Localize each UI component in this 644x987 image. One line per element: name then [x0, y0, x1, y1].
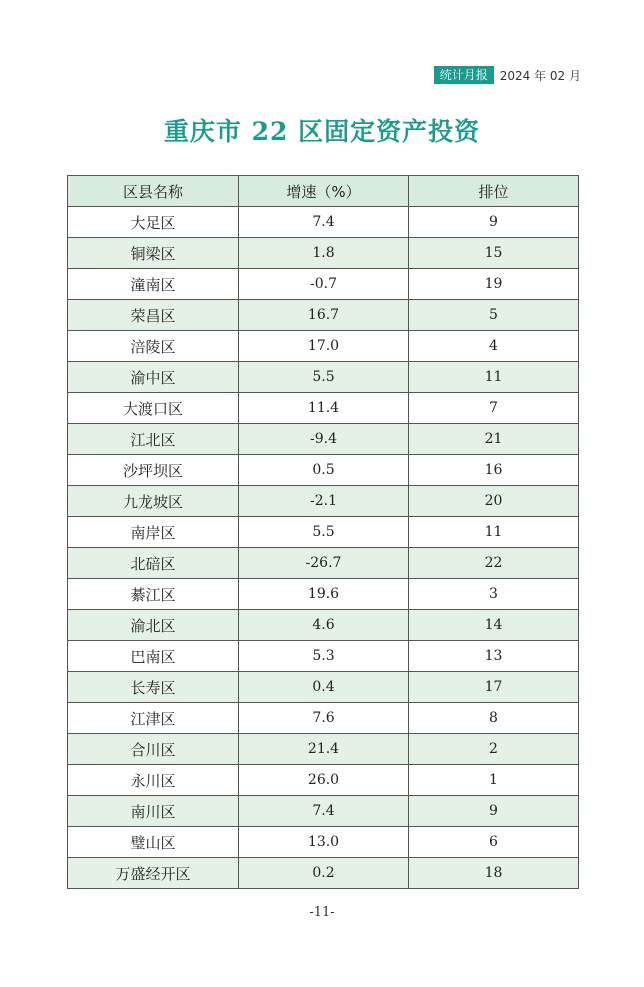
- report-header: [434, 66, 581, 84]
- cell-rank: 3: [409, 579, 579, 610]
- cell-district: 合川区: [68, 734, 239, 765]
- cell-district: 万盛经开区: [68, 858, 239, 889]
- table-row: [68, 703, 579, 734]
- cell-district: 大足区: [68, 207, 239, 238]
- cell-growth: 0.5: [239, 455, 409, 486]
- cell-district: 北碚区: [68, 548, 239, 579]
- cell-district: 渝北区: [68, 610, 239, 641]
- cell-rank: 4: [409, 331, 579, 362]
- page-number: -11-: [309, 905, 335, 920]
- table-row: [68, 827, 579, 858]
- column-header-growth: 增速（%）: [239, 176, 409, 207]
- cell-growth: 0.2: [239, 858, 409, 889]
- cell-district: 九龙坡区: [68, 486, 239, 517]
- cell-growth: 16.7: [239, 300, 409, 331]
- page-title: 重庆市 22 区固定资产投资: [163, 117, 481, 146]
- cell-district: 巴南区: [68, 641, 239, 672]
- table-row: [68, 548, 579, 579]
- cell-rank: 1: [409, 765, 579, 796]
- table-row: [68, 734, 579, 765]
- table-row: [68, 207, 579, 238]
- table-row: [68, 796, 579, 827]
- cell-growth: 0.4: [239, 672, 409, 703]
- cell-district: 江津区: [68, 703, 239, 734]
- cell-growth: 26.0: [239, 765, 409, 796]
- cell-growth: -26.7: [239, 548, 409, 579]
- cell-district: 沙坪坝区: [68, 455, 239, 486]
- table-row: [68, 455, 579, 486]
- table-row: [68, 672, 579, 703]
- cell-rank: 21: [409, 424, 579, 455]
- cell-rank: 17: [409, 672, 579, 703]
- cell-rank: 13: [409, 641, 579, 672]
- table-row: [68, 300, 579, 331]
- cell-rank: 19: [409, 269, 579, 300]
- cell-district: 江北区: [68, 424, 239, 455]
- cell-growth: 19.6: [239, 579, 409, 610]
- cell-rank: 14: [409, 610, 579, 641]
- cell-growth: -2.1: [239, 486, 409, 517]
- cell-rank: 20: [409, 486, 579, 517]
- cell-district: 綦江区: [68, 579, 239, 610]
- table-row: [68, 362, 579, 393]
- cell-growth: 1.8: [239, 238, 409, 269]
- cell-rank: 11: [409, 517, 579, 548]
- cell-rank: 15: [409, 238, 579, 269]
- cell-district: 南岸区: [68, 517, 239, 548]
- cell-district: 南川区: [68, 796, 239, 827]
- report-badge: 统计月报: [434, 66, 494, 84]
- cell-district: 大渡口区: [68, 393, 239, 424]
- cell-district: 璧山区: [68, 827, 239, 858]
- table-header-row: [68, 176, 579, 207]
- cell-rank: 22: [409, 548, 579, 579]
- cell-rank: 9: [409, 207, 579, 238]
- cell-growth: 7.4: [239, 207, 409, 238]
- cell-growth: 13.0: [239, 827, 409, 858]
- cell-rank: 11: [409, 362, 579, 393]
- table-row: [68, 610, 579, 641]
- table-body: [68, 207, 579, 889]
- cell-growth: 5.3: [239, 641, 409, 672]
- cell-rank: 16: [409, 455, 579, 486]
- table-row: [68, 486, 579, 517]
- cell-district: 潼南区: [68, 269, 239, 300]
- cell-rank: 5: [409, 300, 579, 331]
- cell-district: 铜梁区: [68, 238, 239, 269]
- cell-growth: 21.4: [239, 734, 409, 765]
- table-row: [68, 579, 579, 610]
- column-header-district: 区县名称: [68, 176, 239, 207]
- report-date: 2024 年 02 月: [499, 68, 581, 83]
- table-row: [68, 269, 579, 300]
- cell-growth: 7.6: [239, 703, 409, 734]
- cell-rank: 2: [409, 734, 579, 765]
- cell-district: 长寿区: [68, 672, 239, 703]
- cell-district: 荣昌区: [68, 300, 239, 331]
- cell-district: 永川区: [68, 765, 239, 796]
- cell-growth: -9.4: [239, 424, 409, 455]
- table-row: [68, 424, 579, 455]
- cell-district: 渝中区: [68, 362, 239, 393]
- table-row: [68, 517, 579, 548]
- table-row: [68, 641, 579, 672]
- investment-table: [67, 175, 579, 889]
- cell-district: 涪陵区: [68, 331, 239, 362]
- cell-growth: 7.4: [239, 796, 409, 827]
- cell-growth: 4.6: [239, 610, 409, 641]
- table-row: [68, 393, 579, 424]
- cell-growth: -0.7: [239, 269, 409, 300]
- table-row: [68, 765, 579, 796]
- cell-rank: 8: [409, 703, 579, 734]
- cell-rank: 18: [409, 858, 579, 889]
- cell-growth: 5.5: [239, 517, 409, 548]
- cell-growth: 5.5: [239, 362, 409, 393]
- cell-growth: 17.0: [239, 331, 409, 362]
- cell-rank: 7: [409, 393, 579, 424]
- table-row: [68, 858, 579, 889]
- cell-growth: 11.4: [239, 393, 409, 424]
- cell-rank: 9: [409, 796, 579, 827]
- table-row: [68, 331, 579, 362]
- table-row: [68, 238, 579, 269]
- column-header-rank: 排位: [409, 176, 579, 207]
- cell-rank: 6: [409, 827, 579, 858]
